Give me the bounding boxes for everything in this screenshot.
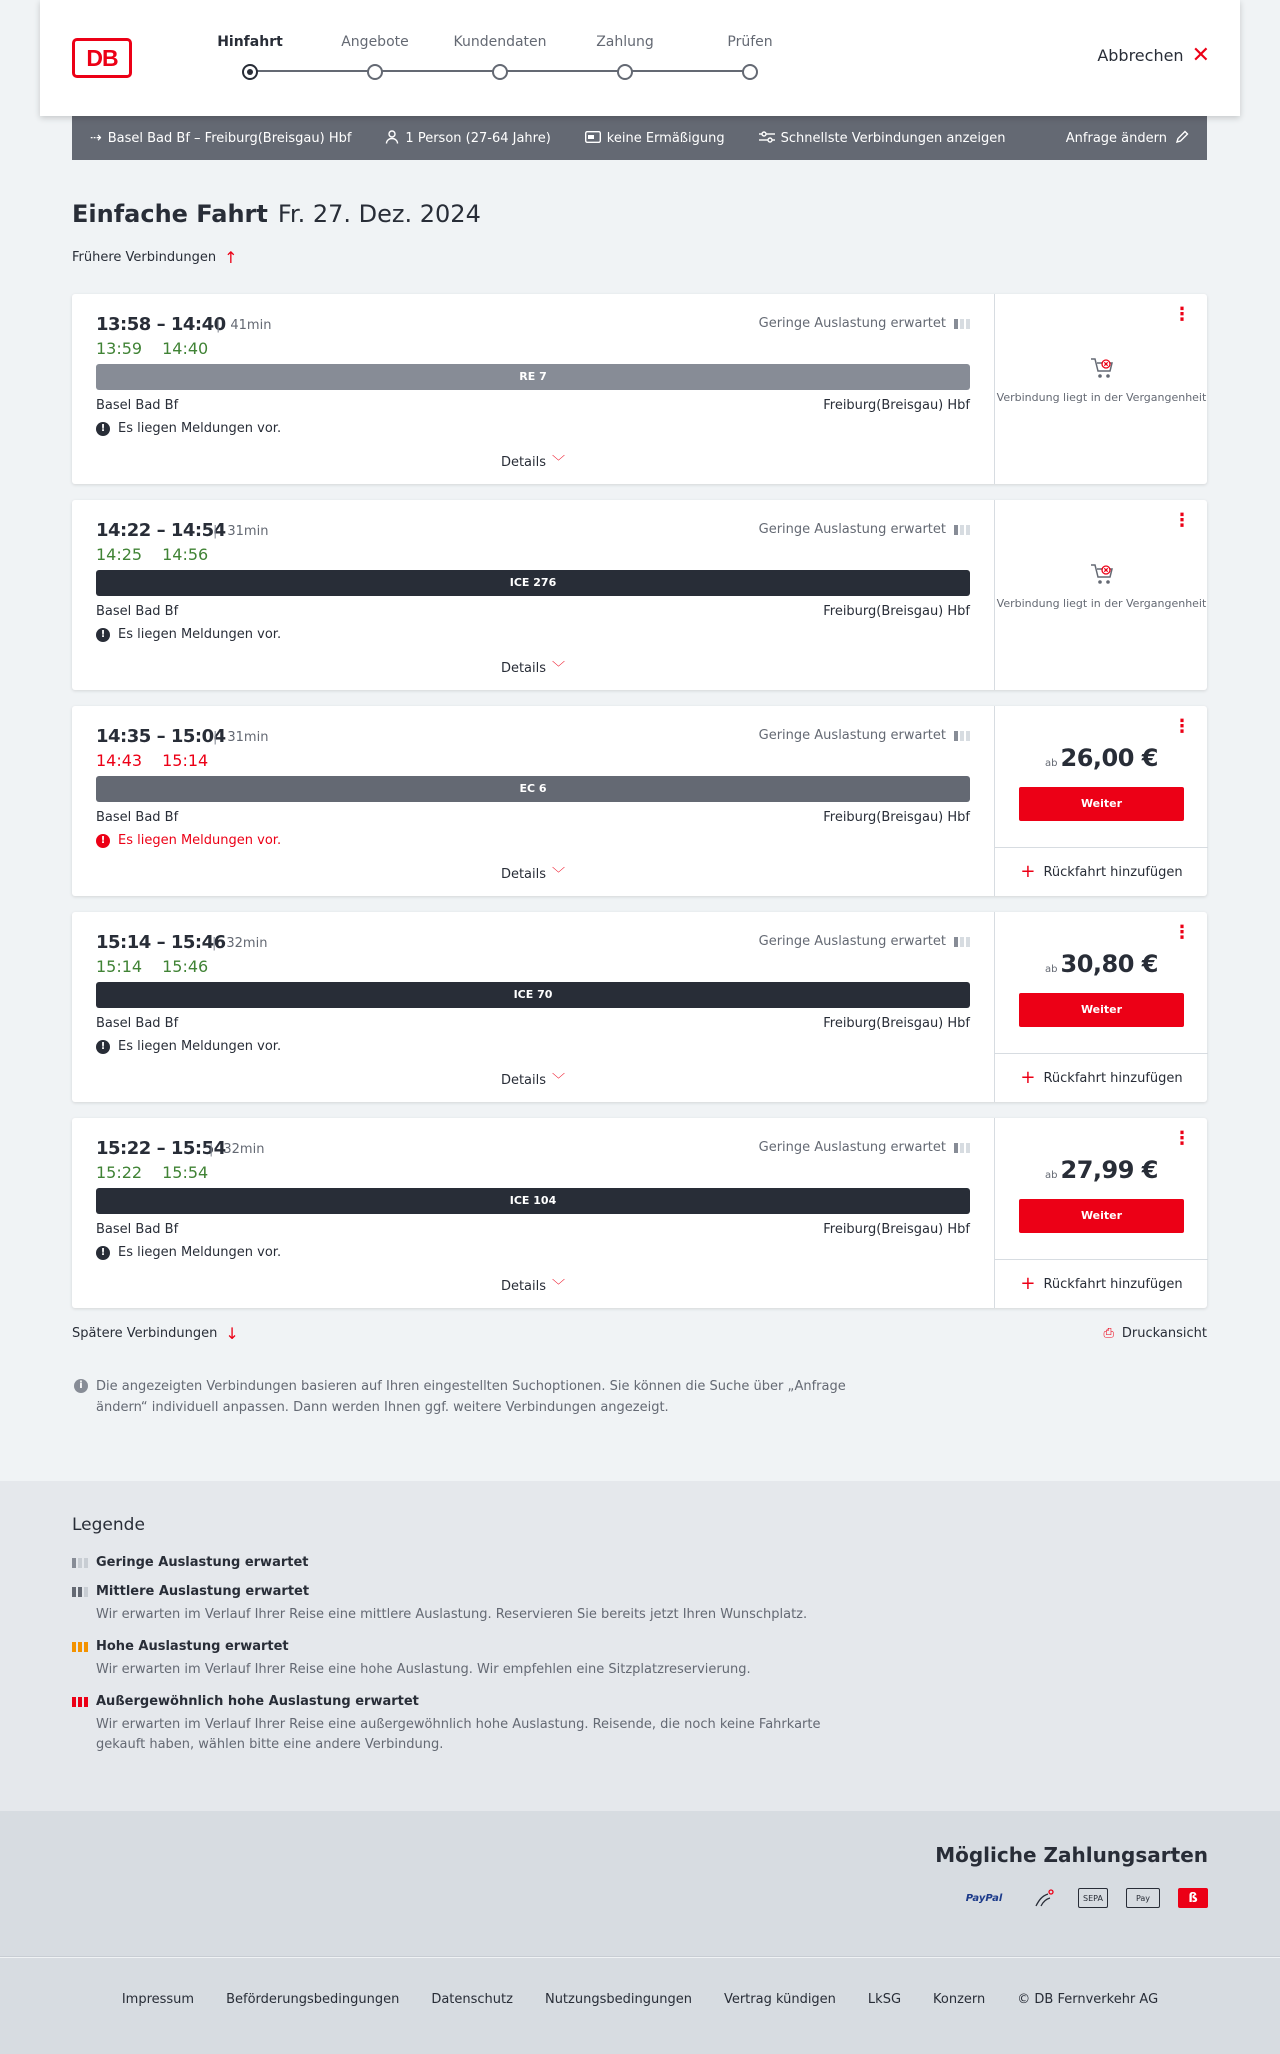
step-zahlung: [575, 34, 675, 80]
legend-item-description: Wir erwarten im Verlauf Ihrer Reise eine hohe Auslastung. Wir empfehlen eine Sitzplatzreservierung.: [96, 1662, 751, 1677]
edit-request-button[interactable]: [1066, 130, 1189, 147]
search-info-note: [72, 1376, 852, 1418]
trip-date: Fr. 27. Dez. 2024: [277, 200, 481, 228]
plus-icon: +: [1020, 1273, 1036, 1294]
duration: | 32min: [209, 1142, 264, 1157]
add-return-label: Rückfahrt hinzufügen: [1043, 864, 1183, 880]
price-value: 30,80 €: [1060, 950, 1158, 978]
page-footer: [0, 1958, 1280, 2054]
footer-link[interactable]: Nutzungsbedingungen: [544, 1992, 692, 2007]
occupancy-text: Geringe Auslastung erwartet: [758, 1140, 946, 1155]
occupancy-indicator: [759, 316, 970, 331]
realtime-departure: 13:59: [96, 339, 143, 358]
realtime-times: [96, 339, 970, 358]
duration: | 31min: [213, 730, 268, 745]
step-label: Prüfen: [727, 34, 773, 50]
stations: [96, 1016, 970, 1031]
sliders-icon: [759, 131, 775, 146]
details-label: Details: [500, 1073, 547, 1088]
step-label: Zahlung: [596, 34, 654, 50]
price-prefix: ab: [1045, 758, 1058, 769]
step-dot: [492, 64, 508, 80]
notice-text: Es liegen Meldungen vor.: [118, 1039, 282, 1054]
earlier-connections-link[interactable]: [72, 248, 1207, 267]
offer-panel: [994, 1118, 1207, 1308]
occupancy-indicator: [759, 1140, 970, 1155]
realtime-arrival: 14:56: [162, 545, 209, 564]
occupancy-low-icon: [954, 937, 970, 947]
footer-link[interactable]: LkSG: [867, 1992, 902, 2007]
step-dot-active: [242, 64, 258, 80]
paypal-icon: PayPal: [965, 1892, 1003, 1904]
direct-debit-icon: [1030, 1888, 1060, 1908]
arrival-station: Freiburg(Breisgau) Hbf: [823, 1016, 970, 1031]
print-view-link[interactable]: [1103, 1324, 1207, 1343]
notice-message: [96, 833, 970, 848]
connection-card[interactable]: [72, 500, 1207, 690]
db-payment-icon: ß: [1178, 1888, 1208, 1908]
occupancy-low-icon: [954, 1143, 970, 1153]
realtime-times: [96, 545, 970, 564]
add-return-label: Rückfahrt hinzufügen: [1043, 1276, 1183, 1292]
more-options-icon[interactable]: ⋮: [1173, 1128, 1191, 1149]
step-kundendaten: [450, 34, 550, 80]
legend-item-label: Geringe Auslastung erwartet: [96, 1555, 309, 1570]
footer-link[interactable]: Impressum: [121, 1992, 195, 2007]
offer-panel: [994, 294, 1207, 484]
discount-text: keine Ermäßigung: [606, 130, 725, 146]
occupancy-low-icon: [954, 525, 970, 535]
footer-link: © DB Fernverkehr AG: [1017, 1992, 1159, 2007]
footer-link[interactable]: Konzern: [933, 1992, 986, 2007]
more-options-icon[interactable]: ⋮: [1173, 510, 1191, 531]
price: [995, 1156, 1208, 1184]
sepa-icon: SEPA: [1078, 1888, 1108, 1908]
footer-link[interactable]: Datenschutz: [431, 1992, 513, 2007]
legend-item-label: Hohe Auslastung erwartet: [96, 1639, 289, 1654]
filter-text: Schnellste Verbindungen anzeigen: [780, 130, 1006, 146]
arrival-station: Freiburg(Breisgau) Hbf: [823, 604, 970, 619]
trip-type: Einfache Fahrt: [72, 200, 268, 228]
footer-links: [0, 1992, 1280, 2007]
stations: [96, 398, 970, 413]
details-label: Details: [500, 661, 547, 676]
notice-message: [96, 421, 970, 436]
chevron-down-icon: ﹀: [552, 867, 566, 882]
legend-item: [72, 1584, 872, 1625]
legend-item: [72, 1694, 872, 1755]
printer-icon: ⎙: [1103, 1326, 1114, 1341]
later-label: Spätere Verbindungen: [72, 1326, 218, 1341]
connection-card[interactable]: [72, 912, 1207, 1102]
duration: | 31min: [213, 524, 268, 539]
payment-title: Mögliche Zahlungsarten: [935, 1843, 1208, 1867]
connection-card[interactable]: [72, 294, 1207, 484]
footer-link[interactable]: Beförderungsbedingungen: [226, 1992, 400, 2007]
scheduled-times: 15:14 – 15:46: [96, 932, 226, 953]
route-summary: [90, 131, 351, 146]
step-dot: [367, 64, 383, 80]
step-pruefen: [700, 34, 800, 80]
legend-list: [72, 1555, 872, 1755]
apple-pay-icon: Pay: [1126, 1888, 1160, 1908]
occupancy-indicator: [759, 728, 970, 743]
occupancy-low-icon: [954, 731, 970, 741]
notice-message: [96, 1039, 970, 1054]
page-title: [72, 200, 1207, 228]
route-text: Basel Bad Bf – Freiburg(Breisgau) Hbf: [107, 130, 352, 146]
step-label: Kundendaten: [453, 34, 547, 50]
pagination-row: [72, 1324, 1207, 1343]
arrival-station: Freiburg(Breisgau) Hbf: [823, 810, 970, 825]
plus-icon: +: [1020, 861, 1036, 882]
notice-text: Es liegen Meldungen vor.: [118, 627, 282, 642]
arrival-station: Freiburg(Breisgau) Hbf: [823, 1222, 970, 1237]
close-icon: ✕: [1191, 42, 1210, 68]
step-angebote: [325, 34, 425, 80]
add-return-trip-button[interactable]: [995, 1053, 1208, 1102]
departure-station: Basel Bad Bf: [96, 810, 179, 825]
notice-text: Es liegen Meldungen vor.: [118, 1245, 282, 1260]
duration: | 32min: [212, 936, 267, 951]
occupancy-text: Geringe Auslastung erwartet: [758, 522, 946, 537]
notice-message: [96, 1245, 970, 1260]
realtime-departure: 15:22: [96, 1163, 143, 1182]
legend-item: [72, 1639, 872, 1680]
cancel-label: Abbrechen: [1097, 46, 1184, 65]
continue-button[interactable]: Weiter: [1019, 1199, 1184, 1233]
progress-steps: [210, 34, 790, 84]
train-bar: RE 7: [96, 364, 970, 390]
price-prefix: ab: [1045, 964, 1058, 975]
price: [995, 744, 1208, 772]
chevron-down-icon: ﹀: [552, 661, 566, 676]
legend-item-title: [72, 1555, 872, 1570]
past-connection-note: [995, 356, 1208, 406]
departure-station: Basel Bad Bf: [96, 398, 179, 413]
details-toggle[interactable]: [72, 863, 994, 882]
step-dot: [617, 64, 633, 80]
pencil-icon: [1175, 130, 1189, 147]
legend-item-description: Wir erwarten im Verlauf Ihrer Reise eine außergewöhnlich hohe Auslastung. Reisende, die noch keine Fahrkarte gekauft haben, wählen bitte eine andere Verbindung.: [96, 1717, 821, 1752]
price-value: 27,99 €: [1060, 1156, 1158, 1184]
details-toggle[interactable]: [72, 451, 994, 470]
continue-button[interactable]: Weiter: [1019, 993, 1184, 1027]
alert-icon: !: [96, 628, 110, 642]
realtime-departure: 14:25: [96, 545, 143, 564]
legend-item-description: Wir erwarten im Verlauf Ihrer Reise eine mittlere Auslastung. Reservieren Sie bereits jetzt Ihren Wunschplatz.: [96, 1607, 808, 1622]
payment-icons: [956, 1888, 1208, 1908]
add-return-trip-button[interactable]: [995, 847, 1208, 896]
scheduled-times: 13:58 – 14:40: [96, 314, 226, 335]
occupancy-indicator: [759, 522, 970, 537]
discount-summary: [585, 131, 725, 146]
scheduled-times: 14:35 – 15:04: [96, 726, 226, 747]
occupancy-level-icon: [72, 1642, 88, 1652]
stations: [96, 604, 970, 619]
info-text: Die angezeigten Verbindungen basieren auf Ihren eingestellten Suchoptionen. Sie können die Suche über „Anfrage ändern“ individuell anpassen. Dann werden Ihnen ggf. weitere Verbindungen angezeigt.: [96, 1379, 846, 1415]
step-label: Angebote: [341, 34, 409, 50]
search-summary-bar: [72, 116, 1207, 160]
booking-header: [40, 0, 1240, 116]
chevron-down-icon: ﹀: [552, 1279, 566, 1294]
details-label: Details: [500, 867, 547, 882]
price-value: 26,00 €: [1060, 744, 1158, 772]
occupancy-level-icon: [72, 1558, 88, 1568]
more-options-icon[interactable]: ⋮: [1173, 304, 1191, 325]
notice-text: Es liegen Meldungen vor.: [118, 833, 282, 848]
person-icon: [385, 130, 399, 147]
cart-unavailable-icon: [1089, 562, 1115, 586]
filter-summary: [759, 131, 1006, 146]
notice-message: [96, 627, 970, 642]
details-label: Details: [500, 1279, 547, 1294]
departure-station: Basel Bad Bf: [96, 1222, 179, 1237]
later-connections-link[interactable]: [72, 1324, 239, 1343]
alert-icon: !: [96, 1040, 110, 1054]
realtime-departure: 15:14: [96, 957, 143, 976]
price: [995, 950, 1208, 978]
plus-icon: +: [1020, 1067, 1036, 1088]
train-bar: ICE 70: [96, 982, 970, 1008]
more-options-icon[interactable]: ⋮: [1173, 922, 1191, 943]
price-prefix: ab: [1045, 1170, 1058, 1181]
legend-content: [72, 1515, 872, 1769]
duration: | 41min: [216, 318, 271, 333]
realtime-arrival: 14:40: [162, 339, 209, 358]
connection-card[interactable]: [72, 1118, 1207, 1308]
stations: [96, 1222, 970, 1237]
realtime-arrival: 15:14: [162, 751, 209, 770]
occupancy-text: Geringe Auslastung erwartet: [758, 316, 946, 331]
train-bar: ICE 104: [96, 1188, 970, 1214]
continue-button[interactable]: Weiter: [1019, 787, 1184, 821]
legend-item-title: [72, 1694, 872, 1709]
cancel-button[interactable]: [1097, 42, 1210, 68]
realtime-arrival: 15:46: [162, 957, 209, 976]
print-label: Druckansicht: [1121, 1326, 1207, 1341]
step-hinfahrt: [200, 34, 300, 80]
offer-panel: [994, 706, 1207, 896]
offer-panel: [994, 912, 1207, 1102]
occupancy-text: Geringe Auslastung erwartet: [758, 728, 946, 743]
legend-item-title: [72, 1584, 872, 1599]
footer-link[interactable]: Vertrag kündigen: [723, 1992, 836, 2007]
legend-item: [72, 1555, 872, 1570]
realtime-times: [96, 957, 970, 976]
db-logo[interactable]: DB: [72, 38, 132, 78]
travellers-text: 1 Person (27-64 Jahre): [405, 130, 551, 146]
legend-item-label: Außergewöhnlich hohe Auslastung erwartet: [96, 1694, 419, 1709]
past-connection-note: [995, 562, 1208, 612]
edit-request-label: Anfrage ändern: [1065, 130, 1167, 146]
info-icon: i: [74, 1379, 88, 1393]
details-toggle[interactable]: [72, 1069, 994, 1088]
occupancy-level-icon: [72, 1697, 88, 1707]
legend-section: [0, 1481, 1280, 1811]
legend-item-title: [72, 1639, 872, 1654]
alert-icon: !: [96, 834, 110, 848]
occupancy-indicator: [759, 934, 970, 949]
departure-station: Basel Bad Bf: [96, 1016, 179, 1031]
realtime-times: [96, 751, 970, 770]
step-dot: [742, 64, 758, 80]
occupancy-low-icon: [954, 319, 970, 329]
bahncard-icon: [585, 131, 601, 146]
travellers-summary: [385, 130, 550, 147]
route-arrow-icon: ⇢: [90, 130, 102, 146]
arrow-up-icon: ↑: [224, 248, 238, 267]
stations: [96, 810, 970, 825]
details-label: Details: [500, 455, 547, 470]
legend-title: Legende: [72, 1515, 145, 1535]
earlier-label: Frühere Verbindungen: [72, 250, 217, 265]
realtime-departure: 14:43: [96, 751, 143, 770]
arrow-down-icon: ↓: [225, 1324, 239, 1343]
realtime-times: [96, 1163, 970, 1182]
scheduled-times: 15:22 – 15:54: [96, 1138, 226, 1159]
offer-panel: [994, 500, 1207, 690]
past-connection-text: Verbindung liegt in der Vergangenheit: [996, 391, 1207, 404]
alert-icon: !: [96, 422, 110, 436]
train-bar: EC 6: [96, 776, 970, 802]
details-toggle[interactable]: [72, 1275, 994, 1294]
cart-unavailable-icon: [1089, 356, 1115, 380]
arrival-station: Freiburg(Breisgau) Hbf: [823, 398, 970, 413]
payment-methods-section: [0, 1811, 1280, 1957]
alert-icon: !: [96, 1246, 110, 1260]
realtime-arrival: 15:54: [162, 1163, 209, 1182]
past-connection-text: Verbindung liegt in der Vergangenheit: [996, 597, 1207, 610]
notice-text: Es liegen Meldungen vor.: [118, 421, 282, 436]
chevron-down-icon: ﹀: [552, 455, 566, 470]
scheduled-times: 14:22 – 14:54: [96, 520, 226, 541]
occupancy-text: Geringe Auslastung erwartet: [758, 934, 946, 949]
connection-card[interactable]: [72, 706, 1207, 896]
add-return-label: Rückfahrt hinzufügen: [1043, 1070, 1183, 1086]
add-return-trip-button[interactable]: [995, 1259, 1208, 1308]
main-content: [72, 200, 1207, 1415]
step-label: Hinfahrt: [217, 34, 283, 50]
more-options-icon[interactable]: ⋮: [1173, 716, 1191, 737]
departure-station: Basel Bad Bf: [96, 604, 179, 619]
train-bar: ICE 276: [96, 570, 970, 596]
chevron-down-icon: ﹀: [552, 1073, 566, 1088]
occupancy-level-icon: [72, 1587, 88, 1597]
details-toggle[interactable]: [72, 657, 994, 676]
legend-item-label: Mittlere Auslastung erwartet: [96, 1584, 310, 1599]
